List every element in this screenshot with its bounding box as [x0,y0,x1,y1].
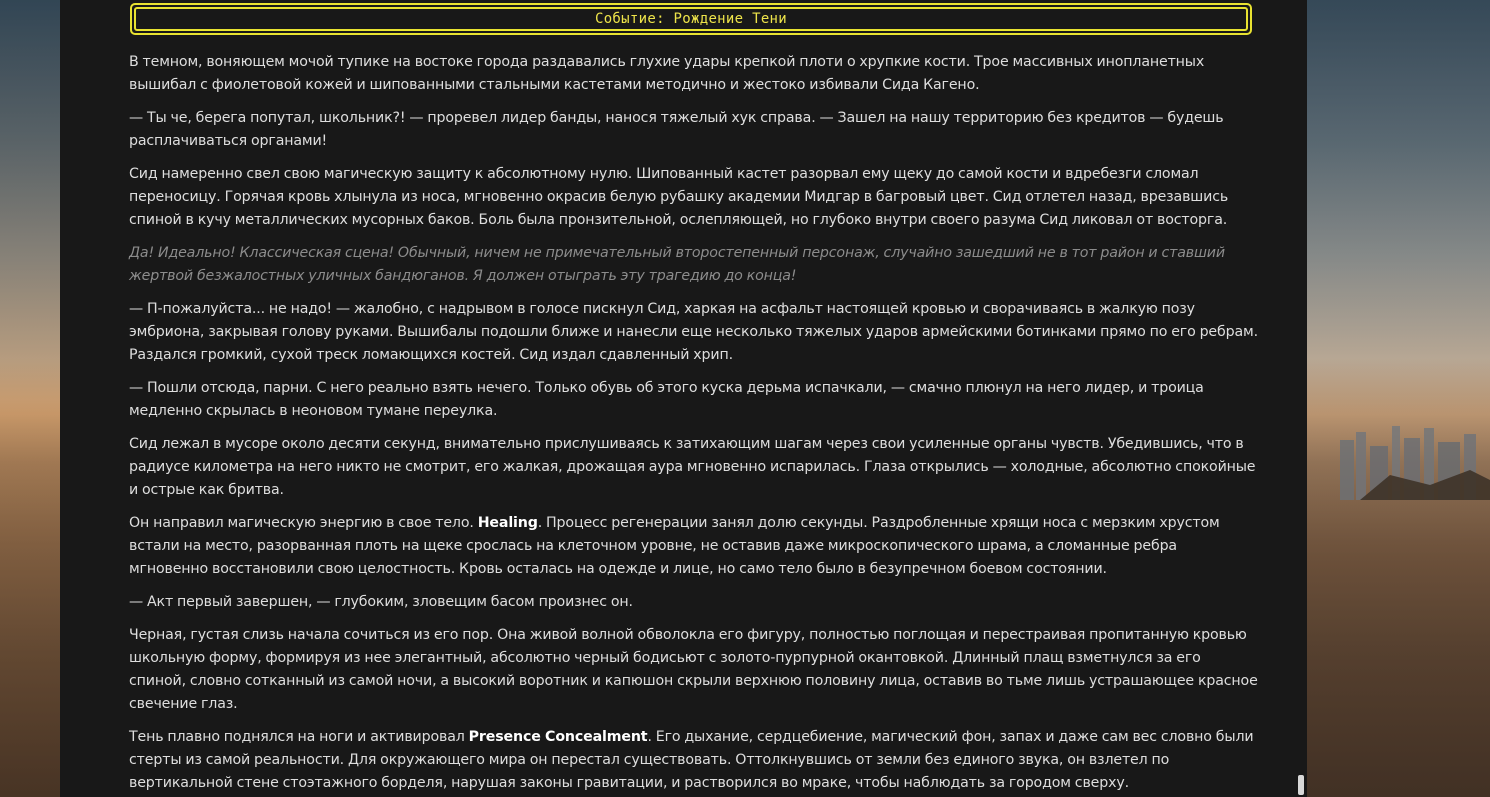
event-title: Событие: Рождение Тени [594,11,788,27]
story-text [129,51,1259,797]
skill-name-healing: Healing [477,515,538,531]
story-text-segment: . Процесс регенерации занял долю секунды. Раздробленные хрящи носа с мерзким хрустом встали на место, разорванная плоть на щеке срослась на клеточном уровне, не оставив даже микроскопического шрама, а сломанные ребра мгновенно восстановили свою целостность. Кровь осталась на одежде и лице, но само тело было в безупречном боевом состоянии. [129,515,1220,577]
background-landscape-right [1306,0,1490,797]
story-paragraph-1: В темном, воняющем мочой тупике на востоке города раздавались глухие удары крепкой плоти о хрупкие кости. Трое массивных инопланетных вышибал с фиолетовой кожей и шипованными стальными кастетами методично и жестоко избивали Сида Кагено. [129,54,1205,93]
story-paragraph-10: Черная, густая слизь начала сочиться из его пор. Она живой волной обволокла его фигуру, полностью поглощая и перестраивая пропитанную кровью школьную форму, формируя из нее элегантный, абсолютно черный бодисьют с золото-пурпурной окантовкой. Длинный плащ взметнулся за его спиной, словно сотканный из самой ночи, а высокий воротник и капюшон скрыли верхнюю половину лица, оставив во тьме лишь устрашающее красное свечение глаз. [129,627,1258,712]
story-paragraph-8 [129,512,1259,581]
background-ruins [1320,420,1490,500]
background-landscape-left [0,0,60,797]
story-paragraph-9: — Акт первый завершен, — глубоким, зловещим басом произнес он. [129,594,633,610]
event-banner-inner-border [134,7,1248,31]
story-paragraph-6: — Пошли отсюда, парни. С него реально взять нечего. Только обувь об этого куска дерьма испачкали, — смачно плюнул на него лидер, и троица медленно скрылась в неоновом тумане переулка. [129,380,1204,419]
inner-thought-paragraph: Да! Идеально! Классическая сцена! Обычный, ничем не примечательный второстепенный персонаж, случайно зашедший не в тот район и ставший жертвой безжалостных уличных бандюганов. Я должен отыграть эту трагедию до конца! [129,245,1225,284]
event-banner [130,3,1252,35]
story-paragraph-3: Сид намеренно свел свою магическую защиту к абсолютному нулю. Шипованный кастет разорвал ему щеку до самой кости и вдребезги сломал переносицу. Горячая кровь хлынула из носа, мгновенно окрасив белую рубашку академии Мидгар в багровый цвет. Сид отлетел назад, врезавшись спиной в кучу металлических мусорных баков. Боль была пронзительной, ослепляющей, но глубоко внутри своего разума Сид ликовал от восторга. [129,166,1229,228]
story-text-segment: Он направил магическую энергию в свое тело. [129,515,478,531]
story-paragraph-5: — П-пожалуйста... не надо! — жалобно, с надрывом в голосе пискнул Сид, харкая на асфальт настоящей кровью и сворачиваясь в жалкую позу эмбриона, закрывая голову руками. Вышибалы подошли ближе и нанесли еще несколько тяжелых ударов армейскими ботинками прямо по его ребрам. Раздался громкий, сухой треск ломающихся костей. Сид издал сдавленный хрип. [129,301,1258,363]
story-panel[interactable] [60,0,1307,797]
story-paragraph-2: — Ты че, берега попутал, школьник?! — проревел лидер банды, нанося тяжелый хук справа. — Зашел на нашу территорию без кредитов — будешь расплачиваться органами! [129,110,1224,149]
story-paragraph-7: Сид лежал в мусоре около десяти секунд, внимательно прислушиваясь к затихающим шагам через свои усиленные органы чувств. Убедившись, что в радиусе километра на него никто не смотрит, его жалкая, дрожащая аура мгновенно испарилась. Глаза открылись — холодные, абсолютно спокойные и острые как бритва. [129,436,1256,498]
skill-name-presence-concealment: Presence Concealment [468,729,648,745]
story-text-segment: Тень плавно поднялся на ноги и активировал [129,729,469,745]
story-paragraph-11 [129,726,1259,795]
vertical-scrollbar[interactable] [1298,0,1304,797]
scrollbar-thumb[interactable] [1298,775,1304,795]
story-text-segment: . Его дыхание, сердцебиение, магический фон, запах и даже сам вес словно были стерты из самой реальности. Для окружающего мира он перестал существовать. Оттолкнувшись от земли без единого звука, он взлетел по вертикальной стене стоэтажного борделя, нарушая законы гравитации, и растворился во мраке, чтобы наблюдать за городом сверху. [129,729,1254,791]
